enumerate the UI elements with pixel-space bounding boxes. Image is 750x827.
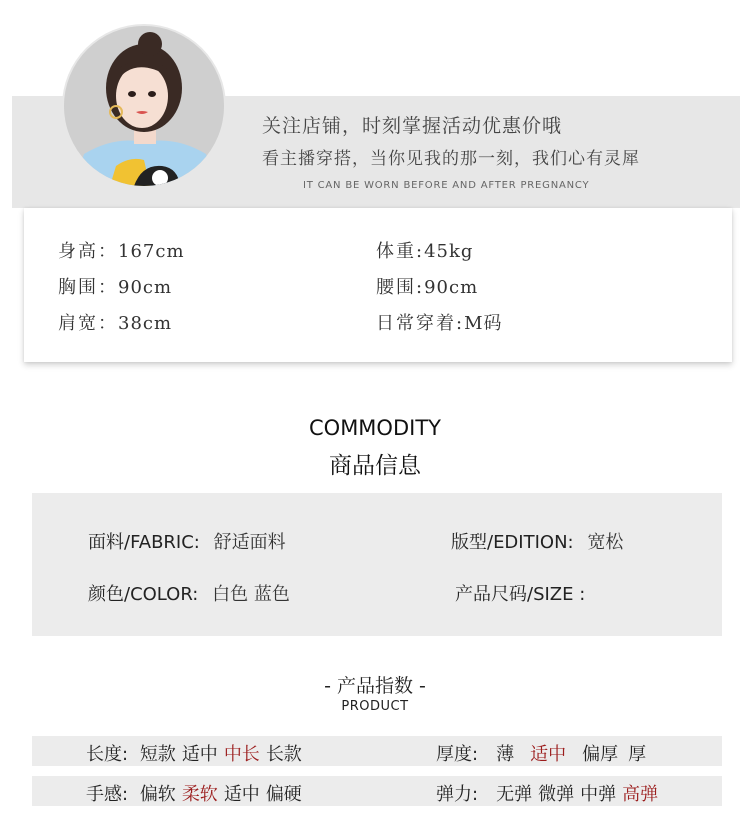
product-index-title: - 产品指数 - [324, 675, 426, 697]
info-label: 产品尺码/SIZE : [455, 584, 586, 605]
index-label: 厚度: [436, 744, 479, 765]
commodity-title-english: COMMODITY [309, 416, 441, 440]
index-option: 偏厚 [582, 744, 619, 765]
measurement-value: 38cm [118, 313, 173, 334]
measurement-value: 90cm [118, 277, 173, 298]
commodity-info-panel [32, 493, 722, 636]
info-value: 白色 蓝色 [212, 584, 290, 605]
index-option: 中弹 [580, 784, 617, 805]
index-option: 适中 [223, 784, 260, 805]
model-avatar [64, 26, 224, 186]
index-option: 薄 [496, 744, 515, 765]
measurement-value: M码 [464, 313, 503, 334]
measurement-label: 体重: [376, 241, 425, 262]
model-photo-icon [64, 26, 224, 186]
index-option-selected: 高弹 [622, 784, 659, 805]
measurement-shoulder [58, 309, 172, 335]
measurement-height [58, 237, 185, 263]
index-option: 偏硬 [265, 784, 302, 805]
index-option: 短款 [139, 744, 176, 765]
index-label: 弹力: [436, 784, 479, 805]
measurement-waist [376, 273, 478, 299]
index-elasticity [436, 780, 664, 806]
commodity-size [455, 580, 593, 606]
index-option-selected: 柔软 [181, 784, 218, 805]
commodity-color [88, 580, 290, 606]
product-index-title-english: PRODUCT [341, 699, 409, 714]
info-label: 版型/EDITION: [451, 532, 574, 553]
measurement-label: 胸围： [58, 277, 118, 298]
commodity-fabric [88, 528, 286, 554]
index-label: 长度: [86, 744, 129, 765]
measurement-label: 肩宽： [58, 313, 118, 334]
index-option: 适中 [181, 744, 218, 765]
measurement-value: 45kg [424, 241, 474, 262]
index-feel [86, 780, 308, 806]
index-option: 厚 [628, 744, 647, 765]
measurement-usual-size [376, 309, 503, 335]
commodity-edition [451, 528, 623, 554]
model-tagline-english: IT CAN BE WORN BEFORE AND AFTER PREGNANCY [303, 180, 590, 191]
index-option: 长款 [265, 744, 302, 765]
info-value: 宽松 [587, 532, 624, 553]
info-label: 颜色/COLOR: [88, 584, 199, 605]
info-value: 舒适面料 [213, 532, 286, 553]
measurement-label: 日常穿着: [376, 313, 465, 334]
index-thickness [436, 740, 652, 766]
measurement-bust [58, 273, 172, 299]
model-tagline-primary: 关注店铺，时刻掌握活动优惠价哦 [262, 115, 563, 137]
index-label: 手感: [86, 784, 129, 805]
index-length [86, 740, 308, 766]
index-option-selected: 适中 [530, 744, 567, 765]
measurement-label: 腰围: [376, 277, 425, 298]
index-option: 无弹 [496, 784, 533, 805]
info-label: 面料/FABRIC: [88, 532, 200, 553]
index-option: 微弹 [538, 784, 575, 805]
measurement-value: 90cm [424, 277, 479, 298]
commodity-title-chinese: 商品信息 [329, 453, 421, 479]
model-tagline-secondary: 看主播穿搭，当你见我的那一刻，我们心有灵犀 [262, 149, 640, 169]
index-option-selected: 中长 [223, 744, 260, 765]
measurement-label: 身高： [58, 241, 118, 262]
measurement-value: 167cm [118, 241, 185, 262]
index-option: 偏软 [139, 784, 176, 805]
measurement-weight [376, 237, 473, 263]
